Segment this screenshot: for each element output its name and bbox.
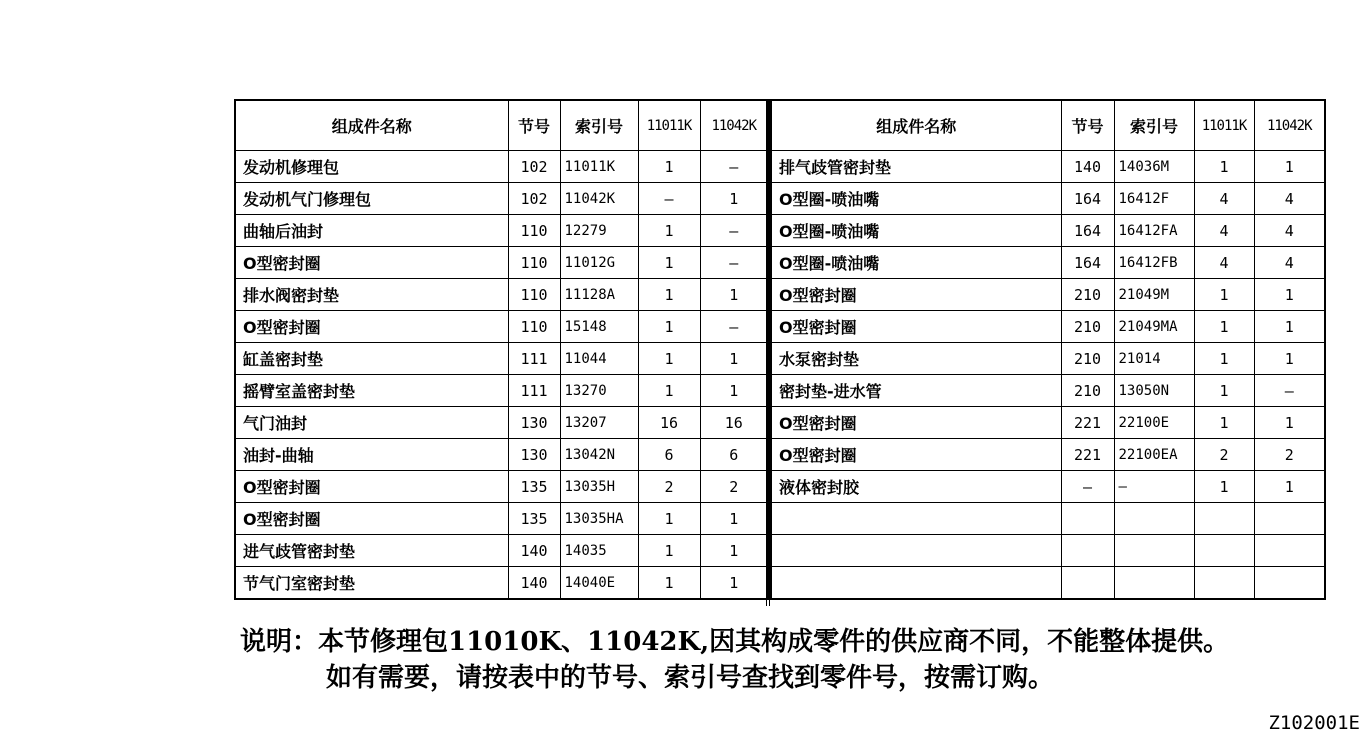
header-kit-b: 11042K: [1254, 100, 1325, 151]
cell-section: 102: [508, 183, 560, 215]
cell-section: –: [1061, 471, 1114, 503]
table-row: [771, 279, 1325, 311]
table-row: [771, 375, 1325, 407]
cell-index: 11012G: [560, 247, 638, 279]
cell-qty-kit-a: 1: [638, 343, 700, 375]
cell-part-name: 液体密封胶: [771, 471, 1061, 503]
table-row: [771, 215, 1325, 247]
cell-index: 21049MA: [1114, 311, 1194, 343]
cell-part-name: [771, 503, 1061, 535]
cell-section: 210: [1061, 375, 1114, 407]
cell-section: [1061, 567, 1114, 600]
cell-qty-kit-b: 1: [700, 503, 768, 535]
cell-section: 102: [508, 151, 560, 183]
cell-qty-kit-a: 1: [638, 567, 700, 600]
cell-index: 11128A: [560, 279, 638, 311]
cell-qty-kit-b: [1254, 567, 1325, 600]
note-line-1: 说明：本节修理包11010K、11042K,因其构成零件的供应商不同，不能整体提供。: [240, 627, 1230, 657]
cell-section: 140: [1061, 151, 1114, 183]
cell-index: 13270: [560, 375, 638, 407]
note-line-2: 如有需要，请按表中的节号、索引号查找到零件号，按需订购。: [326, 663, 1055, 693]
cell-qty-kit-b: 1: [700, 375, 768, 407]
table-row: [771, 503, 1325, 535]
cell-section: 140: [508, 535, 560, 567]
cell-qty-kit-b: 1: [700, 343, 768, 375]
table-row: [771, 407, 1325, 439]
table-row: [235, 375, 768, 407]
cell-section: 210: [1061, 311, 1114, 343]
cell-section: 164: [1061, 183, 1114, 215]
cell-qty-kit-a: 1: [638, 151, 700, 183]
cell-part-name: O型密封圈: [771, 279, 1061, 311]
table-row: [771, 439, 1325, 471]
cell-qty-kit-a: 6: [638, 439, 700, 471]
table-row: [235, 183, 768, 215]
cell-index: 11011K: [560, 151, 638, 183]
cell-qty-kit-a: 16: [638, 407, 700, 439]
cell-qty-kit-a: 1: [638, 503, 700, 535]
cell-qty-kit-a: 1: [1194, 343, 1254, 375]
cell-index: 13042N: [560, 439, 638, 471]
table-row: [235, 215, 768, 247]
cell-qty-kit-b: [1254, 503, 1325, 535]
cell-qty-kit-b: 4: [1254, 183, 1325, 215]
cell-qty-kit-a: 4: [1194, 215, 1254, 247]
cell-index: 16412F: [1114, 183, 1194, 215]
cell-index: 13207: [560, 407, 638, 439]
cell-part-name: 节气门室密封垫: [235, 567, 508, 600]
cell-section: 135: [508, 503, 560, 535]
cell-qty-kit-b: [1254, 535, 1325, 567]
cell-qty-kit-b: –: [700, 151, 768, 183]
cell-section: 110: [508, 311, 560, 343]
cell-qty-kit-b: 1: [1254, 471, 1325, 503]
cell-qty-kit-a: 4: [1194, 183, 1254, 215]
cell-part-name: O型圈-喷油嘴: [771, 183, 1061, 215]
header-kit-a: 11011K: [638, 100, 700, 151]
cell-qty-kit-a: 1: [638, 279, 700, 311]
cell-qty-kit-a: 1: [1194, 151, 1254, 183]
table-row: [235, 535, 768, 567]
cell-part-name: O型密封圈: [771, 439, 1061, 471]
cell-index: 14036M: [1114, 151, 1194, 183]
cell-qty-kit-a: 1: [638, 311, 700, 343]
cell-qty-kit-a: 1: [1194, 407, 1254, 439]
table-row: [235, 407, 768, 439]
header-index: 索引号: [560, 100, 638, 151]
header-section: 节号: [1061, 100, 1114, 151]
header-section: 节号: [508, 100, 560, 151]
cell-part-name: O型密封圈: [235, 471, 508, 503]
cell-section: 111: [508, 375, 560, 407]
header-name: 组成件名称: [771, 100, 1061, 151]
cell-qty-kit-b: 1: [1254, 279, 1325, 311]
cell-part-name: 排气歧管密封垫: [771, 151, 1061, 183]
cell-qty-kit-b: –: [700, 215, 768, 247]
cell-part-name: 气门油封: [235, 407, 508, 439]
cell-part-name: O型密封圈: [235, 311, 508, 343]
cell-qty-kit-a: 1: [638, 535, 700, 567]
cell-qty-kit-b: –: [700, 311, 768, 343]
table-row: [771, 343, 1325, 375]
cell-part-name: O型密封圈: [235, 503, 508, 535]
cell-qty-kit-a: 4: [1194, 247, 1254, 279]
header-name: 组成件名称: [235, 100, 508, 151]
cell-index: [1114, 567, 1194, 600]
cell-part-name: 密封垫-进水管: [771, 375, 1061, 407]
cell-part-name: [771, 567, 1061, 600]
cell-part-name: O型密封圈: [771, 407, 1061, 439]
cell-qty-kit-b: 4: [1254, 215, 1325, 247]
cell-qty-kit-a: 1: [1194, 279, 1254, 311]
cell-index: 21049M: [1114, 279, 1194, 311]
cell-qty-kit-a: 2: [1194, 439, 1254, 471]
cell-section: 210: [1061, 279, 1114, 311]
cell-qty-kit-b: 6: [700, 439, 768, 471]
cell-section: 221: [1061, 407, 1114, 439]
cell-section: 221: [1061, 439, 1114, 471]
cell-qty-kit-a: 1: [1194, 471, 1254, 503]
table-row: [235, 439, 768, 471]
cell-qty-kit-b: 1: [700, 567, 768, 600]
cell-qty-kit-a: 1: [1194, 375, 1254, 407]
cell-index: 16412FA: [1114, 215, 1194, 247]
table-row: [235, 279, 768, 311]
figure-code: Z102001E: [1268, 712, 1360, 734]
cell-part-name: 发动机修理包: [235, 151, 508, 183]
cell-qty-kit-a: 1: [638, 375, 700, 407]
cell-part-name: O型密封圈: [235, 247, 508, 279]
cell-qty-kit-b: 1: [700, 279, 768, 311]
cell-index: 12279: [560, 215, 638, 247]
cell-section: 110: [508, 247, 560, 279]
cell-qty-kit-b: –: [1254, 375, 1325, 407]
header-kit-b: 11042K: [700, 100, 768, 151]
cell-qty-kit-b: 1: [700, 183, 768, 215]
cell-index: 13035HA: [560, 503, 638, 535]
table-row: [235, 247, 768, 279]
table-row: [771, 567, 1325, 600]
cell-qty-kit-a: –: [638, 183, 700, 215]
cell-qty-kit-b: 1: [1254, 151, 1325, 183]
cell-part-name: 发动机气门修理包: [235, 183, 508, 215]
cell-part-name: O型圈-喷油嘴: [771, 215, 1061, 247]
table-row: [235, 151, 768, 183]
cell-qty-kit-b: 1: [1254, 311, 1325, 343]
cell-index: [1114, 503, 1194, 535]
cell-section: 135: [508, 471, 560, 503]
table-row: [235, 343, 768, 375]
cell-qty-kit-b: 2: [700, 471, 768, 503]
table-row: [771, 247, 1325, 279]
table-row: [771, 183, 1325, 215]
cell-index: 21014: [1114, 343, 1194, 375]
cell-qty-kit-b: 1: [1254, 407, 1325, 439]
cell-section: 130: [508, 407, 560, 439]
cell-qty-kit-b: 2: [1254, 439, 1325, 471]
table-row: [771, 535, 1325, 567]
cell-index: 11042K: [560, 183, 638, 215]
cell-qty-kit-b: 4: [1254, 247, 1325, 279]
cell-section: 130: [508, 439, 560, 471]
table-header-row: [771, 100, 1325, 151]
cell-index: 22100EA: [1114, 439, 1194, 471]
header-index: 索引号: [1114, 100, 1194, 151]
cell-section: [1061, 503, 1114, 535]
cell-part-name: 进气歧管密封垫: [235, 535, 508, 567]
cell-index: 14035: [560, 535, 638, 567]
cell-qty-kit-a: 1: [638, 247, 700, 279]
cell-part-name: 水泵密封垫: [771, 343, 1061, 375]
cell-index: 15148: [560, 311, 638, 343]
cell-part-name: O型圈-喷油嘴: [771, 247, 1061, 279]
cell-part-name: 缸盖密封垫: [235, 343, 508, 375]
parts-table-right: [770, 99, 1326, 600]
cell-qty-kit-b: 16: [700, 407, 768, 439]
cell-part-name: [771, 535, 1061, 567]
parts-table-left: [234, 99, 769, 600]
cell-index: 14040E: [560, 567, 638, 600]
cell-part-name: 油封-曲轴: [235, 439, 508, 471]
table-row: [771, 471, 1325, 503]
cell-index: 13050N: [1114, 375, 1194, 407]
cell-index: 13035H: [560, 471, 638, 503]
table-row: [771, 311, 1325, 343]
cell-index: 16412FB: [1114, 247, 1194, 279]
cell-qty-kit-a: [1194, 535, 1254, 567]
cell-index: –: [1114, 471, 1194, 503]
cell-section: 110: [508, 215, 560, 247]
cell-part-name: 摇臂室盖密封垫: [235, 375, 508, 407]
cell-qty-kit-b: 1: [700, 535, 768, 567]
cell-section: 140: [508, 567, 560, 600]
cell-section: 110: [508, 279, 560, 311]
table-row: [235, 567, 768, 600]
cell-section: 210: [1061, 343, 1114, 375]
cell-qty-kit-a: 1: [1194, 311, 1254, 343]
cell-qty-kit-a: 2: [638, 471, 700, 503]
cell-qty-kit-a: [1194, 567, 1254, 600]
table-row: [235, 503, 768, 535]
cell-section: [1061, 535, 1114, 567]
cell-part-name: 曲轴后油封: [235, 215, 508, 247]
table-row: [235, 311, 768, 343]
header-kit-a: 11011K: [1194, 100, 1254, 151]
cell-qty-kit-b: 1: [1254, 343, 1325, 375]
cell-section: 164: [1061, 247, 1114, 279]
cell-qty-kit-a: 1: [638, 215, 700, 247]
cell-index: [1114, 535, 1194, 567]
table-row: [771, 151, 1325, 183]
cell-part-name: O型密封圈: [771, 311, 1061, 343]
cell-section: 111: [508, 343, 560, 375]
table-header-row: [235, 100, 768, 151]
cell-qty-kit-b: –: [700, 247, 768, 279]
cell-part-name: 排水阀密封垫: [235, 279, 508, 311]
cell-index: 22100E: [1114, 407, 1194, 439]
table-row: [235, 471, 768, 503]
cell-index: 11044: [560, 343, 638, 375]
cell-section: 164: [1061, 215, 1114, 247]
cell-qty-kit-a: [1194, 503, 1254, 535]
